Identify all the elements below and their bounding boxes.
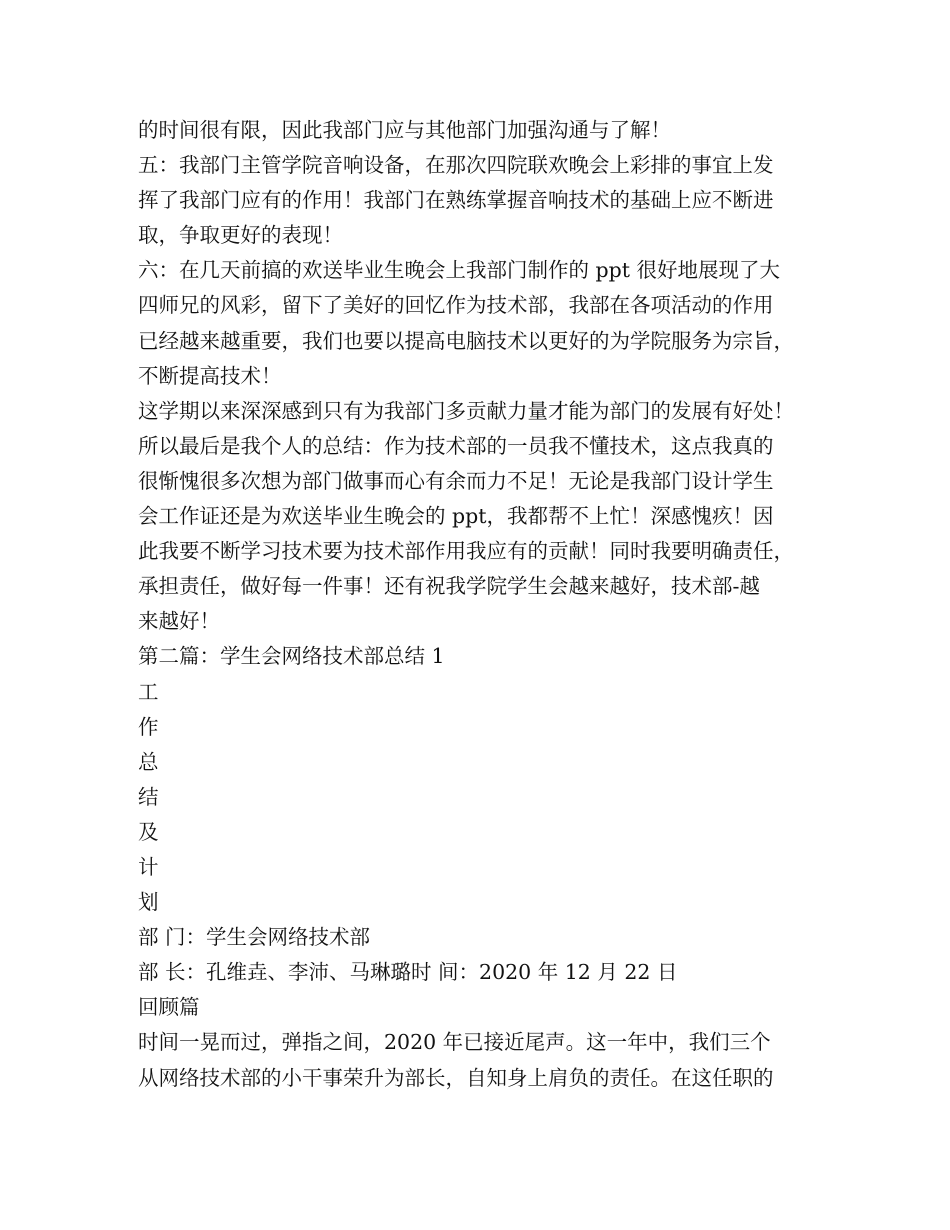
vertical-title-char: 作 (138, 714, 159, 739)
text-line: 时间一晃而过，弹指之间，2020 年已接近尾声。这一年中，我们三个 (138, 1030, 771, 1055)
text-line: 来越好！ (138, 609, 220, 634)
vertical-title-char: 总 (138, 749, 159, 774)
vertical-title-char: 及 (138, 819, 159, 844)
text-line: 从网络技术部的小干事荣升为部长，自知身上肩负的责任。在这任职的 (138, 1065, 774, 1090)
document-body (138, 113, 828, 1096)
text-line: 的时间很有限，因此我部门应与其他部门加强沟通与了解！ (138, 118, 671, 142)
text-line: 这学期以来深深感到只有为我部门多贡献力量才能为部门的发展有好处！ (138, 398, 794, 423)
vertical-title-char: 计 (138, 854, 159, 879)
text-line: 六：在几天前搞的欢送毕业生晚会上我部门制作的 ppt 很好地展现了大 (138, 258, 781, 283)
department-line: 部 门：学生会网络技术部 (138, 925, 371, 950)
text-line: 四师兄的风彩，留下了美好的回忆作为技术部，我部在各项活动的作用 (138, 293, 774, 318)
vertical-title-char: 划 (138, 890, 159, 915)
text-line: 挥了我部门应有的作用！我部门在熟练掌握音响技术的基础上应不断进 (138, 188, 774, 213)
subsection-heading: 回顾篇 (138, 995, 200, 1020)
text-line: 承担责任，做好每一件事！还有祝我学院学生会越来越好，技术部-越 (138, 574, 760, 599)
vertical-title-char: 结 (138, 784, 159, 809)
text-line: 会工作证还是为欢送毕业生晚会的 ppt，我都帮不上忙！深感愧疚！因 (138, 504, 774, 529)
text-line: 此我要不断学习技术要为技术部作用我应有的贡献！同时我要明确责任， (138, 539, 794, 564)
text-line: 所以最后是我个人的总结：作为技术部的一员我不懂技术，这点我真的 (138, 433, 774, 458)
vertical-title-char: 工 (138, 679, 159, 704)
text-line: 五：我部门主管学院音响设备，在那次四院联欢晚会上彩排的事宜上发 (138, 153, 774, 178)
text-line: 不断提高技术！ (138, 363, 282, 388)
section-heading: 第二篇：学生会网络技术部总结 1 (138, 644, 445, 669)
text-line: 很惭愧很多次想为部门做事而心有余而力不足！无论是我部门设计学生 (138, 468, 774, 493)
text-line: 已经越来越重要，我们也要以提高电脑技术以更好的为学院服务为宗旨， (138, 328, 794, 353)
text-line: 取，争取更好的表现！ (138, 223, 343, 248)
minister-date-line: 部 长：孔维垚、李沛、马琳璐时 间：2020 年 12 月 22 日 (138, 960, 678, 985)
